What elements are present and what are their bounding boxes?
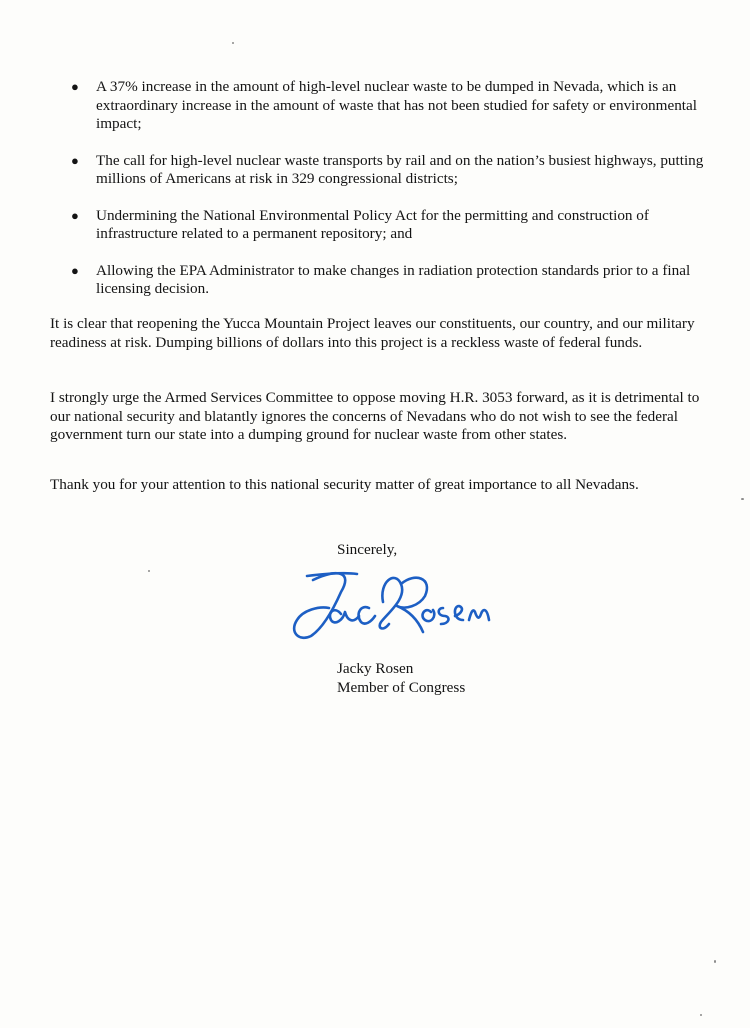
- signer-name: Jacky Rosen: [337, 660, 414, 677]
- scan-speck: [741, 498, 744, 500]
- bullet-item: [0, 152, 750, 189]
- scan-speck: [714, 960, 716, 963]
- paragraph-thanks: Thank you for your attention to this national security matter of great importance to all Nevadans.: [50, 476, 639, 493]
- bullet-text: Undermining the National Environmental Policy Act for the permitting and construction of infrastructure related to a permanent repository; and: [96, 206, 649, 242]
- scan-speck: [232, 42, 234, 44]
- paragraph-urge: I strongly urge the Armed Services Committee to oppose moving H.R. 3053 forward, as it is detrimental to our national security and blatantly ignores the concerns of Nevadans who do not wish to see the federal government turn our state into a dumping ground for nuclear waste from other states.: [50, 389, 700, 443]
- closing-salutation: Sincerely,: [337, 541, 398, 558]
- bullet-dot-icon: ●: [71, 207, 79, 223]
- scan-speck: [148, 570, 150, 572]
- bullet-list: [0, 78, 750, 317]
- bullet-text: A 37% increase in the amount of high-level nuclear waste to be dumped in Nevada, which is an extraordinary increase in the amount of waste that has not been studied for safety or environmental impact;: [96, 78, 697, 132]
- bullet-dot-icon: ●: [71, 262, 79, 278]
- signer-title: Member of Congress: [337, 679, 466, 696]
- bullet-item: [0, 78, 750, 134]
- scan-speck: [700, 1014, 702, 1016]
- bullet-item: [0, 207, 750, 244]
- bullet-dot-icon: ●: [71, 79, 79, 94]
- bullet-text: Allowing the EPA Administrator to make changes in radiation protection standards prior to a final licensing decision.: [96, 261, 691, 297]
- handwritten-signature: [283, 562, 503, 652]
- bullet-text: The call for high-level nuclear waste transports by rail and on the nation’s busiest highways, putting millions of Americans at risk in 329 congressional districts;: [96, 151, 704, 187]
- paragraph-risk: It is clear that reopening the Yucca Mountain Project leaves our constituents, our country, and our military readiness at risk. Dumping billions of dollars into this project is a reckless waste of federal funds.: [50, 315, 695, 351]
- bullet-item: [0, 262, 750, 299]
- bullet-dot-icon: ●: [71, 152, 79, 168]
